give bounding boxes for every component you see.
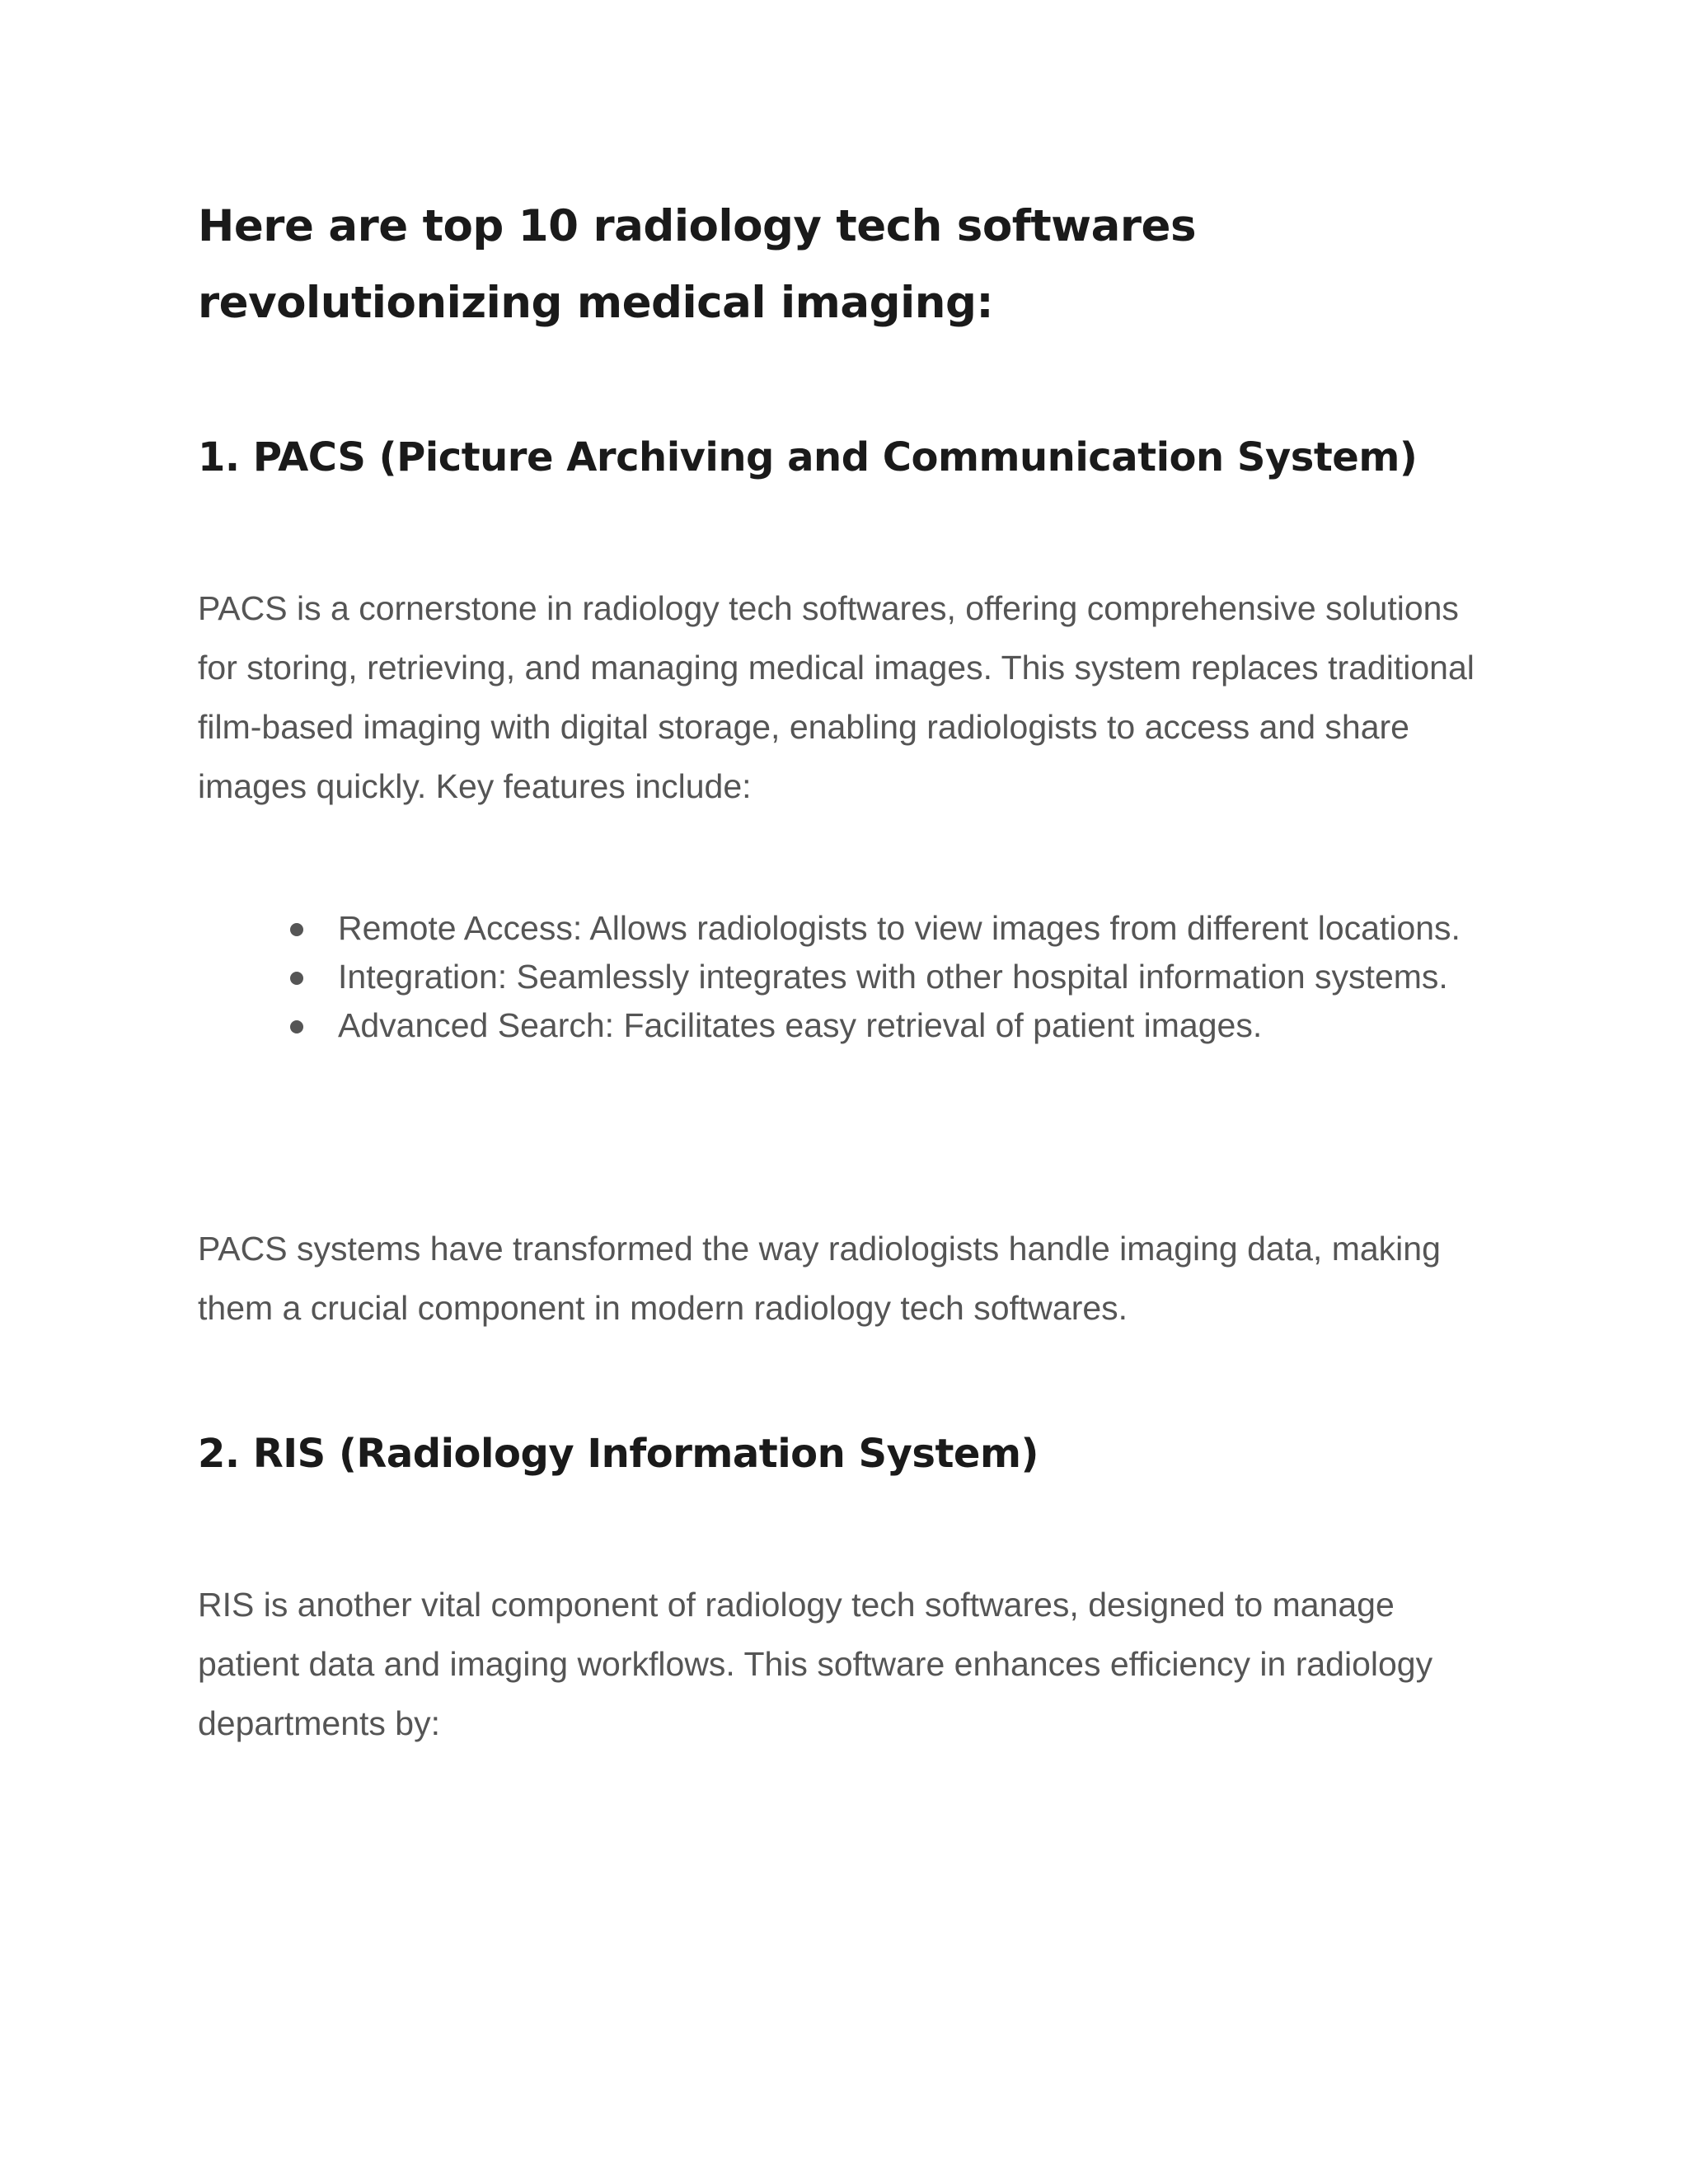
list-item <box>198 904 1484 953</box>
list-item <box>198 953 1484 1001</box>
section-intro-pacs: PACS is a cornerstone in radiology tech softwares, offering comprehensive solutions for storing, retrieving, and managing medical images. This system replaces traditional film-based imaging with digital storage, enabling radiologists to access and share images quickly. Key features include: <box>198 589 1475 805</box>
list-item-text: Remote Access: Allows radiologists to view images from different locations. <box>338 909 1461 947</box>
bullet-icon <box>290 923 303 936</box>
section-heading-ris: 2. RIS (Radiology Information System) <box>198 1431 1039 1477</box>
section-outro-pacs: PACS systems have transformed the way radiologists handle imaging data, making them a crucial component in modern radiology tech softwares. <box>198 1230 1441 1327</box>
section-heading-pacs: 1. PACS (Picture Archiving and Communication System) <box>198 434 1418 480</box>
list-item-text: Advanced Search: Facilitates easy retrieval of patient images. <box>338 1006 1263 1044</box>
bullet-icon <box>290 972 303 985</box>
bullet-icon <box>290 1020 303 1033</box>
list-item-text: Integration: Seamlessly integrates with other hospital information systems. <box>338 958 1448 996</box>
section-intro-ris: RIS is another vital component of radiology tech softwares, designed to manage patient data and imaging workflows. This software enhances efficiency in radiology departments by: <box>198 1586 1433 1742</box>
feature-list-pacs <box>198 904 1484 1050</box>
list-item <box>198 1001 1484 1050</box>
page-title: Here are top 10 radiology tech softwares revolutionizing medical imaging: <box>198 201 1197 328</box>
